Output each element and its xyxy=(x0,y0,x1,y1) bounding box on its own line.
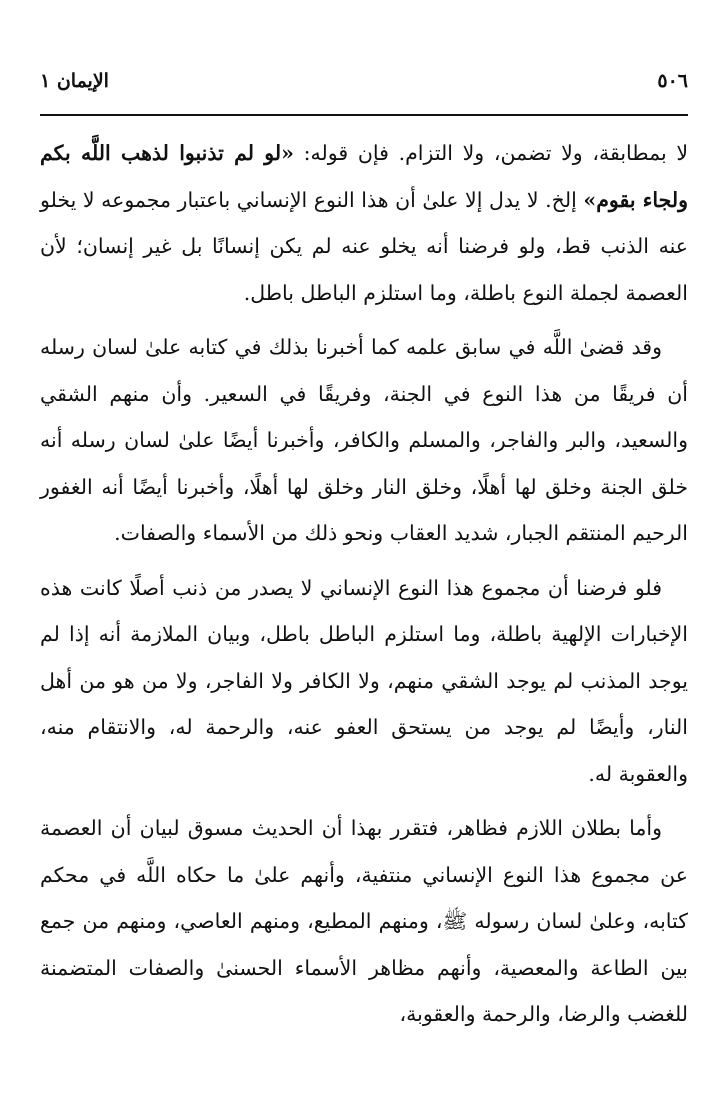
paragraph-text: لا بمطابقة، ولا تضمن، ولا التزام. فإن قوله: xyxy=(293,141,689,165)
paragraph-text: وأما بطلان اللازم فظاهر، فتقرر بهذا أن الحديث مسوق لبيان أن العصمة عن مجموع هذا النوع الإنساني منتفية، وأنهم علىٰ ما حكاه اللَّه في محكم كتابه، وعلىٰ لسان رسوله ﷺ، ومنهم المطيع، ومنهم العاصي، ومنهم من جمع بين الطاعة والمعصية، وأنهم مظاهر الأسماء الحسنىٰ والصفات المتضمنة للغضب والرضا، والرحمة والعقوبة، xyxy=(40,816,688,1026)
paragraph-text: إلخ. لا يدل إلا علىٰ أن هذا النوع الإنساني باعتبار مجموعه لا يخلو عنه الذنب قط، ولو فرضنا أنه يخلو عنه لم يكن إنسانًا بل غير إنسان؛ لأن العصمة لجملة النوع باطلة، وما استلزم الباطل باطل. xyxy=(40,187,688,305)
paragraph-3 xyxy=(40,565,688,798)
page-header xyxy=(40,70,688,106)
paragraph-2 xyxy=(40,324,688,557)
paragraph-text: فلو فرضنا أن مجموع هذا النوع الإنساني لا يصدر من ذنب أصلًا كانت هذه الإخبارات الإلهية باطلة، وما استلزم الباطل باطل، وبيان الملازمة أنه إذا لم يوجد المذنب لم يوجد الشقي منهم، ولا الكافر ولا الفاجر، ولا من هو من أهل النار، وأيضًا لم يوجد من يستحق العفو عنه، والرحمة له، والانتقام منه، والعقوبة له. xyxy=(40,575,688,786)
paragraph-text: وقد قضىٰ اللَّه في سابق علمه كما أخبرنا بذلك في كتابه علىٰ لسان رسله أن فريقًا من هذا النوع في الجنة، وفريقًا في السعير. وأن منهم الشقي والسعيد، والبر والفاجر، والمسلم والكافر، وأخبرنا أيضًا علىٰ لسان رسله أنه خلق الجنة وخلق لها أهلًا، وخلق النار وخلق لها أهلًا، وأخبرنا أيضًا أنه الغفور الرحيم المنتقم الجبار، شديد العقاب ونحو ذلك من الأسماء والصفات. xyxy=(40,335,688,545)
header-divider xyxy=(40,114,688,116)
book-page xyxy=(40,70,688,1046)
page-number: ٥٠٦ xyxy=(657,70,688,92)
hadith-quote: «لو لم تذنبوا لذهب اللَّه بكم ولجاء بقوم» xyxy=(40,141,688,212)
running-title: الإيمان ١ xyxy=(40,70,109,92)
paragraph-1 xyxy=(40,130,688,316)
paragraph-4 xyxy=(40,805,688,1038)
